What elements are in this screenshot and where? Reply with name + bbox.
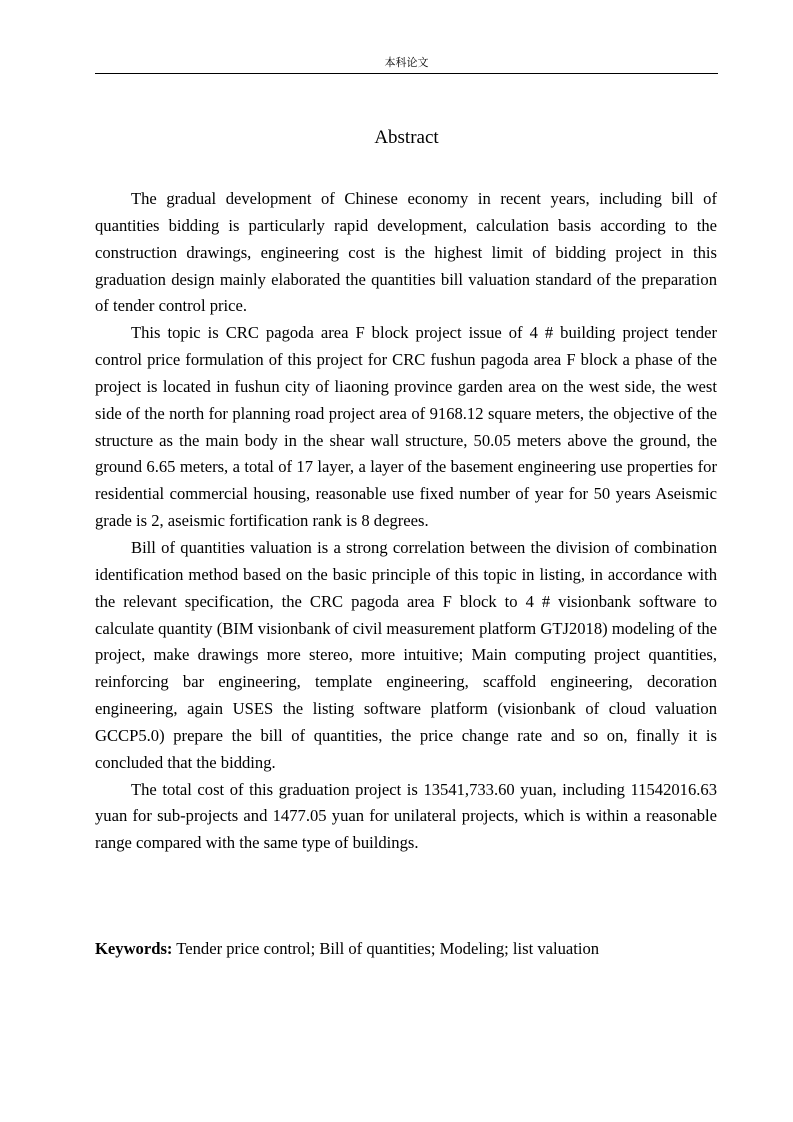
abstract-body	[95, 186, 717, 857]
abstract-heading: Abstract	[374, 127, 439, 148]
abstract-paragraph-4: The total cost of this graduation project is 13541,733.60 yuan, including 11542016.63 yuan for sub-projects and 1477.05 yuan for unilateral projects, which is within a reasonable range compared with the same type of buildings.	[95, 779, 717, 853]
keywords-text: Tender price control; Bill of quantities; Modeling; list valuation	[172, 939, 600, 958]
running-header: 本科论文	[384, 56, 429, 69]
abstract-paragraph-2: This topic is CRC pagoda area F block project issue of 4 # building project tender control price formulation of this project for CRC fushun pagoda area F block a phase of the project is located in fushun city of liaoning province garden area on the west side, the west side of the north for planning road project area of 9168.12 square meters, the objective of the structure as the main body in the shear wall structure, 50.05 meters above the ground, the ground 6.65 meters, a total of 17 layer, a layer of the basement engineering use properties for residential commercial housing, reasonable use fixed number of year for 50 years Aseismic grade is 2, aseismic fortification rank is 8 degrees.	[95, 323, 717, 531]
keywords-line	[95, 936, 717, 962]
keywords-label: Keywords:	[95, 939, 173, 958]
abstract-paragraph-3: Bill of quantities valuation is a strong correlation between the division of combination identification method based on the basic principle of this topic in listing, in accordance with the relevant specification, the CRC pagoda area F block to 4 # visionbank software to calculate quantity (BIM visionbank of civil measurement platform GTJ2018) modeling of the project, make drawings more stereo, more intuitive; Main computing project quantities, reinforcing bar engineering, template engineering, scaffold engineering, decoration engineering, again USES the listing software platform (visionbank of cloud valuation GCCP5.0) prepare the bill of quantities, the price change rate and so on, finally it is concluded that the bidding.	[95, 537, 717, 772]
abstract-paragraph-1: The gradual development of Chinese economy in recent years, including bill of quantities bidding is particularly rapid development, calculation basis according to the construction drawings, engineering cost is the highest limit of bidding project in this graduation design mainly elaborated the quantities bill valuation standard of the preparation of tender control price.	[95, 189, 717, 316]
header-divider	[95, 73, 718, 74]
